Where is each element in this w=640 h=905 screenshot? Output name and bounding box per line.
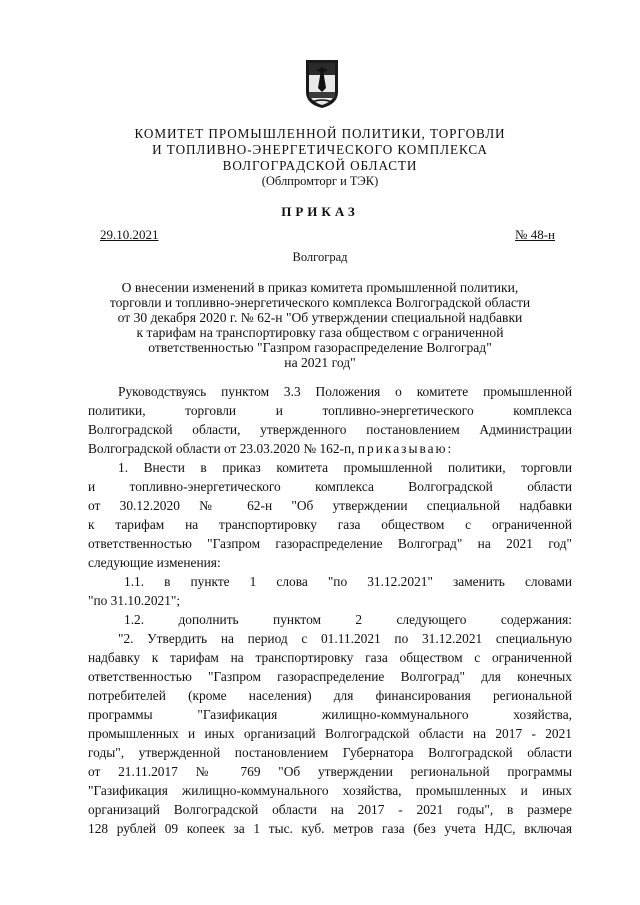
org-name-line-2: И ТОПЛИВНО-ЭНЕРГЕТИЧЕСКОГО КОМПЛЕКСА xyxy=(152,142,488,157)
org-name-line-3: ВОЛГОГРАДСКОЙ ОБЛАСТИ xyxy=(222,158,418,173)
body-line: "2. Утвердить на период с 01.11.2021 по 31.12.2021 специальную xyxy=(118,631,572,646)
body-line: годы", утвержденной постановлением Губернатора Волгоградской области xyxy=(88,745,572,760)
decree-word: приказываю: xyxy=(357,441,454,456)
body-line: 1.1. в пункте 1 слова "по 31.12.2021" заменить словами xyxy=(124,574,572,589)
body-line: от 21.11.2017 № 769 "Об утверждении региональной программы xyxy=(88,764,572,779)
body-line: программы "Газификация жилищно-коммунального хозяйства, xyxy=(88,707,572,722)
title-line: О внесении изменений в приказ комитета промышленной политики, xyxy=(121,280,519,295)
body-line: "Газификация жилищно-коммунального хозяйства, промышленных и иных xyxy=(88,783,572,798)
body-line: потребителей (кроме населения) для финансирования региональной xyxy=(88,688,572,703)
body-line: от 30.12.2020 № 62-н "Об утверждении специальной надбавки xyxy=(88,498,572,513)
title-line: к тарифам на транспортировку газа обществом с ограниченной xyxy=(136,325,504,340)
body-line: надбавку к тарифам на транспортировку газа обществом с ограниченной xyxy=(88,650,572,665)
document-number: № 48-н xyxy=(515,227,555,242)
coat-of-arms-emblem xyxy=(304,58,340,110)
city: Волгоград xyxy=(292,250,348,264)
body-line: 1. Внести в приказ комитета промышленной политики, торговли xyxy=(118,460,572,475)
org-name-line-1: КОМИТЕТ ПРОМЫШЛЕННОЙ ПОЛИТИКИ, ТОРГОВЛИ xyxy=(134,126,506,141)
body-line: ответственностью "Газпром газораспределение Волгоград" на 2021 год" xyxy=(88,536,572,551)
body-line: 1.2. дополнить пунктом 2 следующего содержания: xyxy=(124,612,572,627)
body-line xyxy=(88,439,572,458)
body-line: Руководствуясь пунктом 3.3 Положения о комитете промышленной xyxy=(118,384,572,399)
body-line: политики, торговли и топливно-энергетического комплекса xyxy=(88,403,572,418)
body-line: ответственностью "Газпром газораспределение Волгоград" для конечных xyxy=(88,669,572,684)
body-line-text: Волгоградской области от 23.03.2020 № 162-п, xyxy=(88,441,355,456)
body-line: промышленных и иных организаций Волгоградской области на 2017 - 2021 xyxy=(88,726,572,741)
title-line: торговли и топливно-энергетического комплекса Волгоградской области xyxy=(109,295,531,310)
body-line: организаций Волгоградской области на 2017 - 2021 годы", в размере xyxy=(88,802,572,817)
title-line: ответственностью "Газпром газораспределение Волгоград" xyxy=(148,340,492,355)
body-line: следующие изменения: xyxy=(88,555,221,570)
title-line: на 2021 год" xyxy=(284,355,356,370)
document-type: ПРИКАЗ xyxy=(281,204,359,219)
body-line: Волгоградской области, утвержденного постановлением Администрации xyxy=(88,422,572,437)
body-line: и топливно-энергетического комплекса Волгоградской области xyxy=(88,479,572,494)
body-line: к тарифам на транспортировку газа обществом с ограниченной xyxy=(88,517,572,532)
body-line: "по 31.10.2021"; xyxy=(88,593,181,608)
org-short-name: (Облпромторг и ТЭК) xyxy=(261,174,379,188)
document-date: 29.10.2021 xyxy=(100,227,159,242)
body-line: 128 рублей 09 копеек за 1 тыс. куб. метров газа (без учета НДС, включая xyxy=(88,821,572,836)
title-line: от 30 декабря 2020 г. № 62-н "Об утверждении специальной надбавки xyxy=(117,310,523,325)
